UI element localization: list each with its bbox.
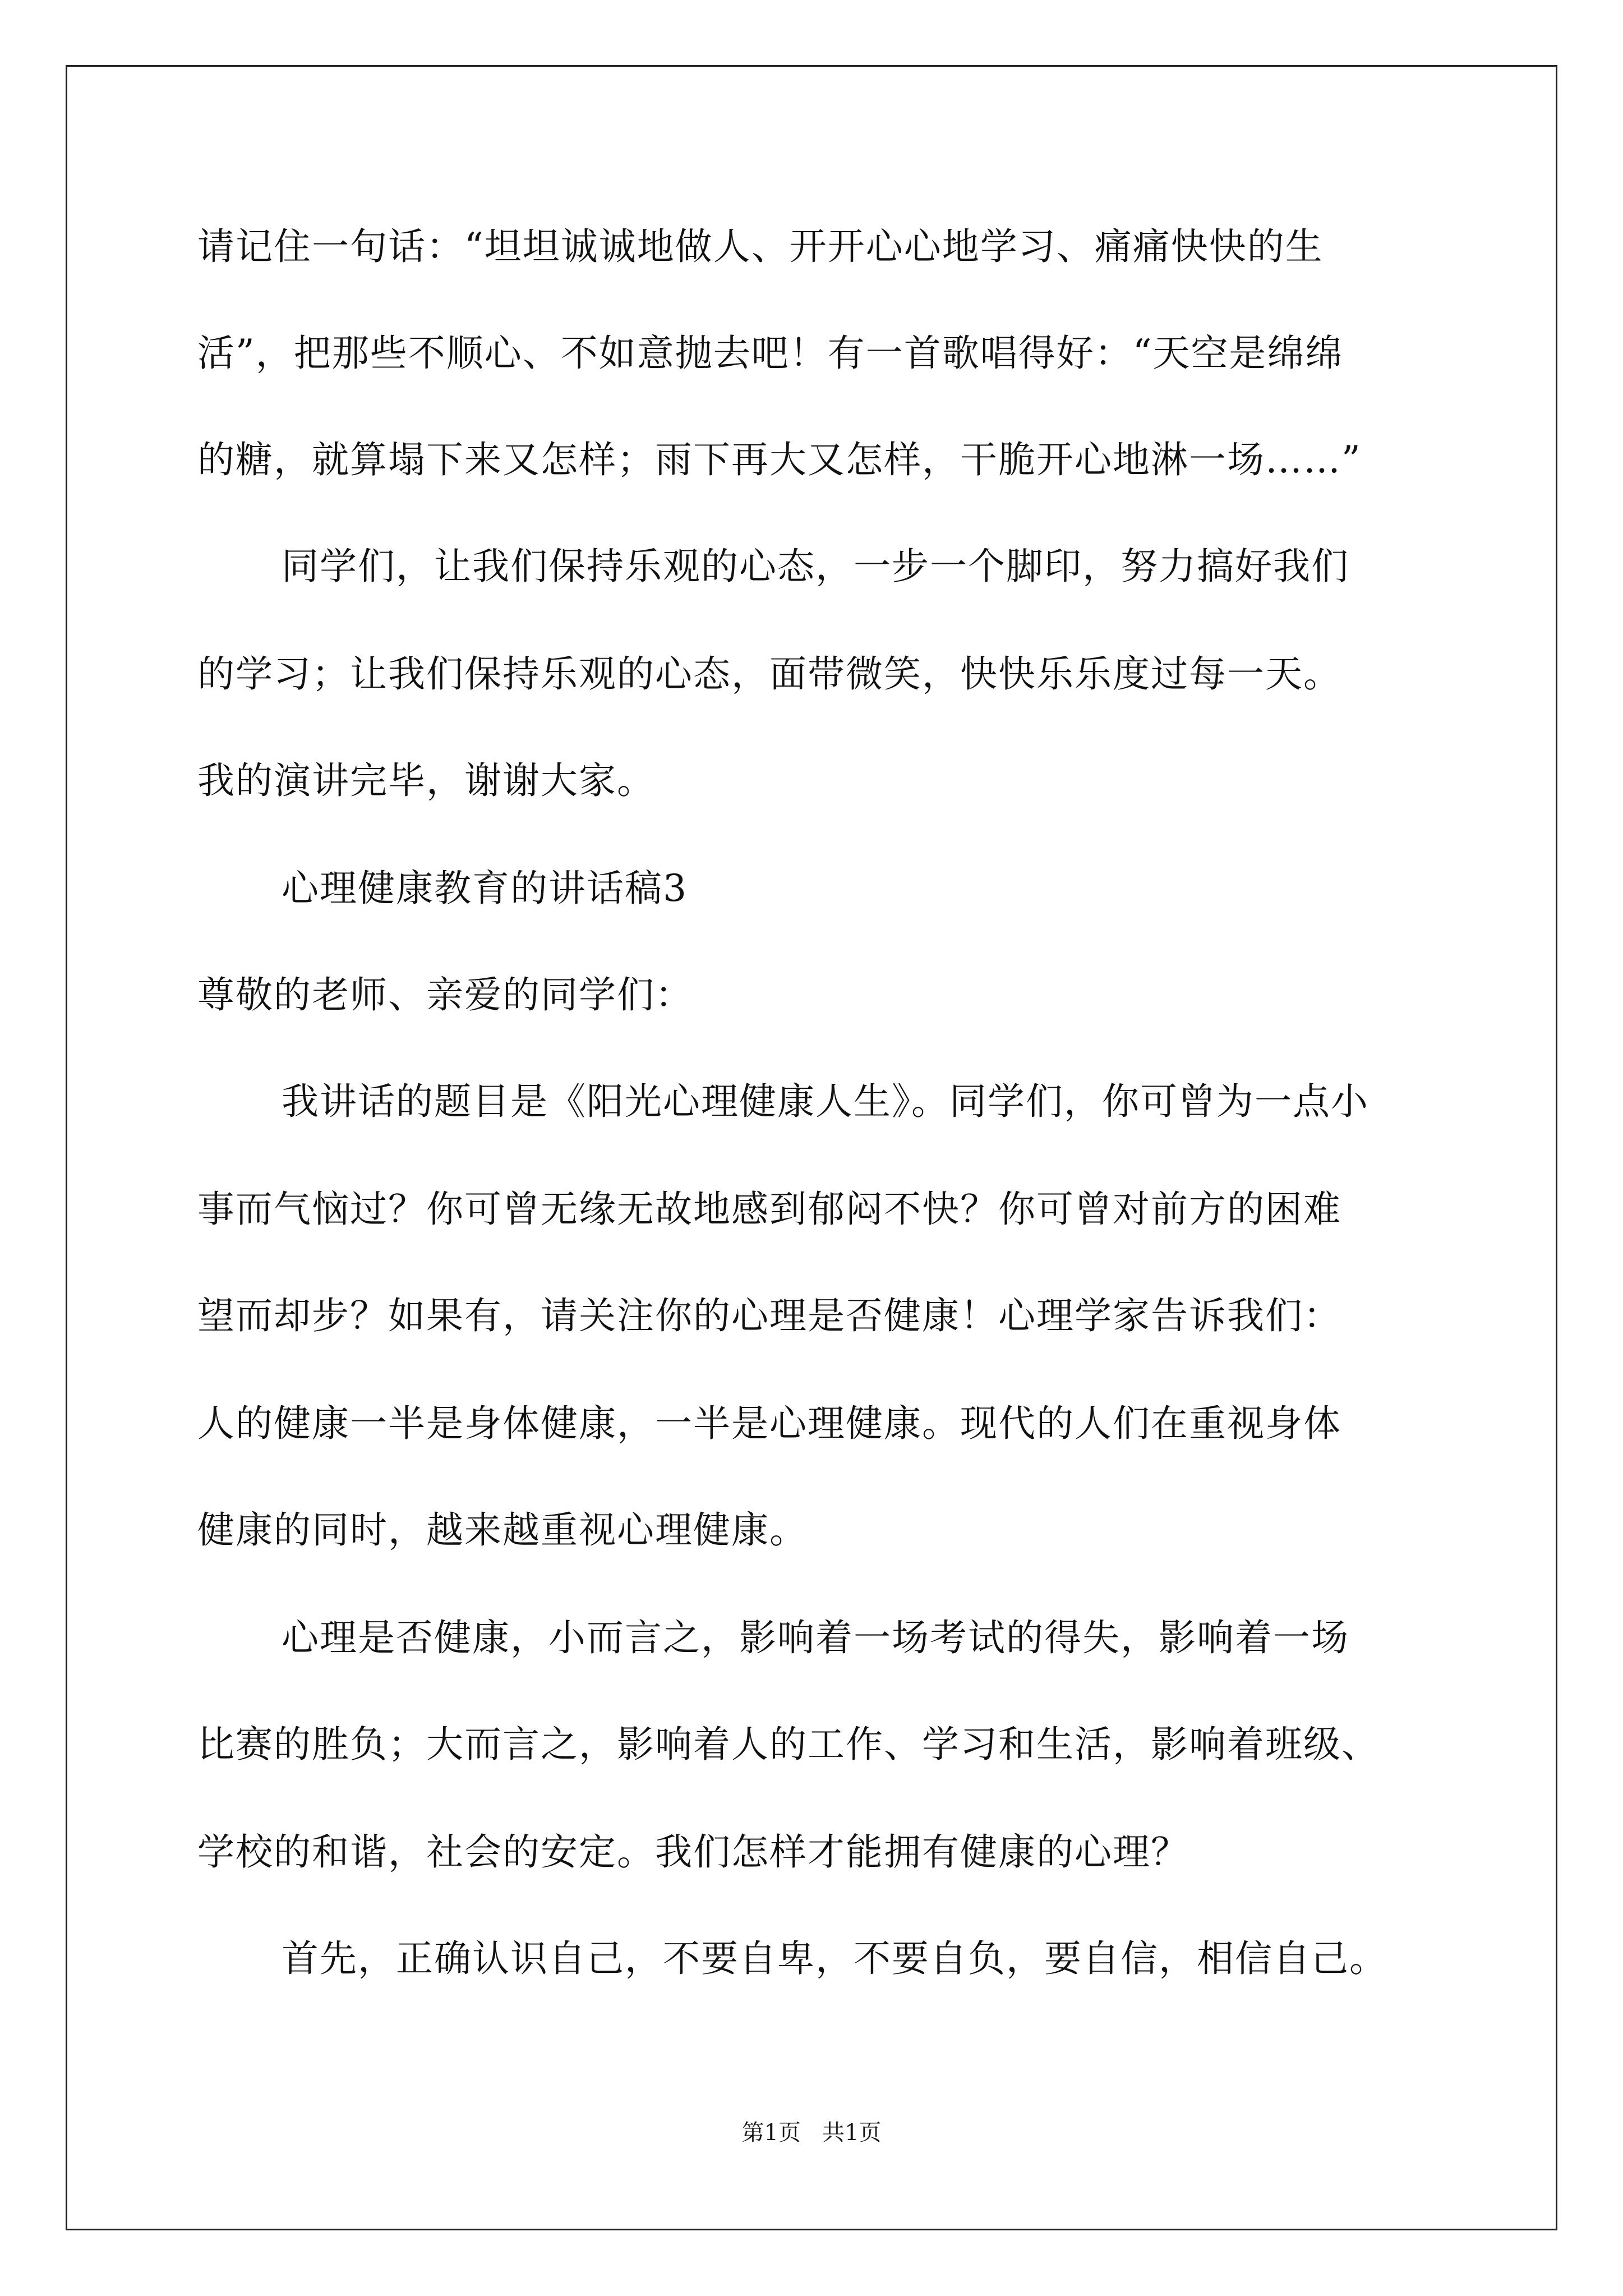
text-line: 同学们，让我们保持乐观的心态，一步一个脚印，努力搞好我们 [282,545,1349,588]
text-line: 健康的同时，越来越重视心理健康。 [197,1508,808,1552]
page-border [66,65,1557,2230]
text-line: 望而却步？如果有，请关注你的心理是否健康！心理学家告诉我们： [197,1294,1341,1337]
text-line: 心理是否健康，小而言之，影响着一场考试的得失，影响着一场 [282,1616,1349,1659]
text-line: 事而气恼过？你可曾无缘无故地感到郁闷不快？你可曾对前方的困难 [197,1188,1341,1231]
text-line: 的糖，就算塌下来又怎样；雨下再大又怎样，干脆开心地淋一场……” [197,438,1362,481]
text-line: 的学习；让我们保持乐观的心态，面带微笑，快快乐乐度过每一天。 [197,652,1341,696]
text-line: 请记住一句话：“坦坦诚诚地做人、开开心心地学习、痛痛快快的生 [197,225,1324,268]
text-line: 首先，正确认识自己，不要自卑，不要自负，要自信，相信自己。 [282,1937,1387,1980]
text-line: 我讲话的题目是《阳光心理健康人生》。同学们，你可曾为一点小 [282,1080,1369,1123]
page-number-footer: 第1页 共1页 [741,2120,882,2146]
text-line: 活”，把那些不顺心、不如意抛去吧！有一首歌唱得好：“天空是绵绵 [197,332,1344,375]
salutation: 尊敬的老师、亲爱的同学们： [197,973,693,1016]
text-line: 人的健康一半是身体健康，一半是心理健康。现代的人们在重视身体 [197,1402,1341,1445]
text-line: 学校的和谐，社会的安定。我们怎样才能拥有健康的心理？ [197,1830,1189,1874]
text-line: 我的演讲完毕，谢谢大家。 [197,759,655,802]
section-heading: 心理健康教育的讲话稿3 [282,867,688,910]
text-line: 比赛的胜负；大而言之，影响着人的工作、学习和生活，影响着班级、 [197,1723,1380,1766]
